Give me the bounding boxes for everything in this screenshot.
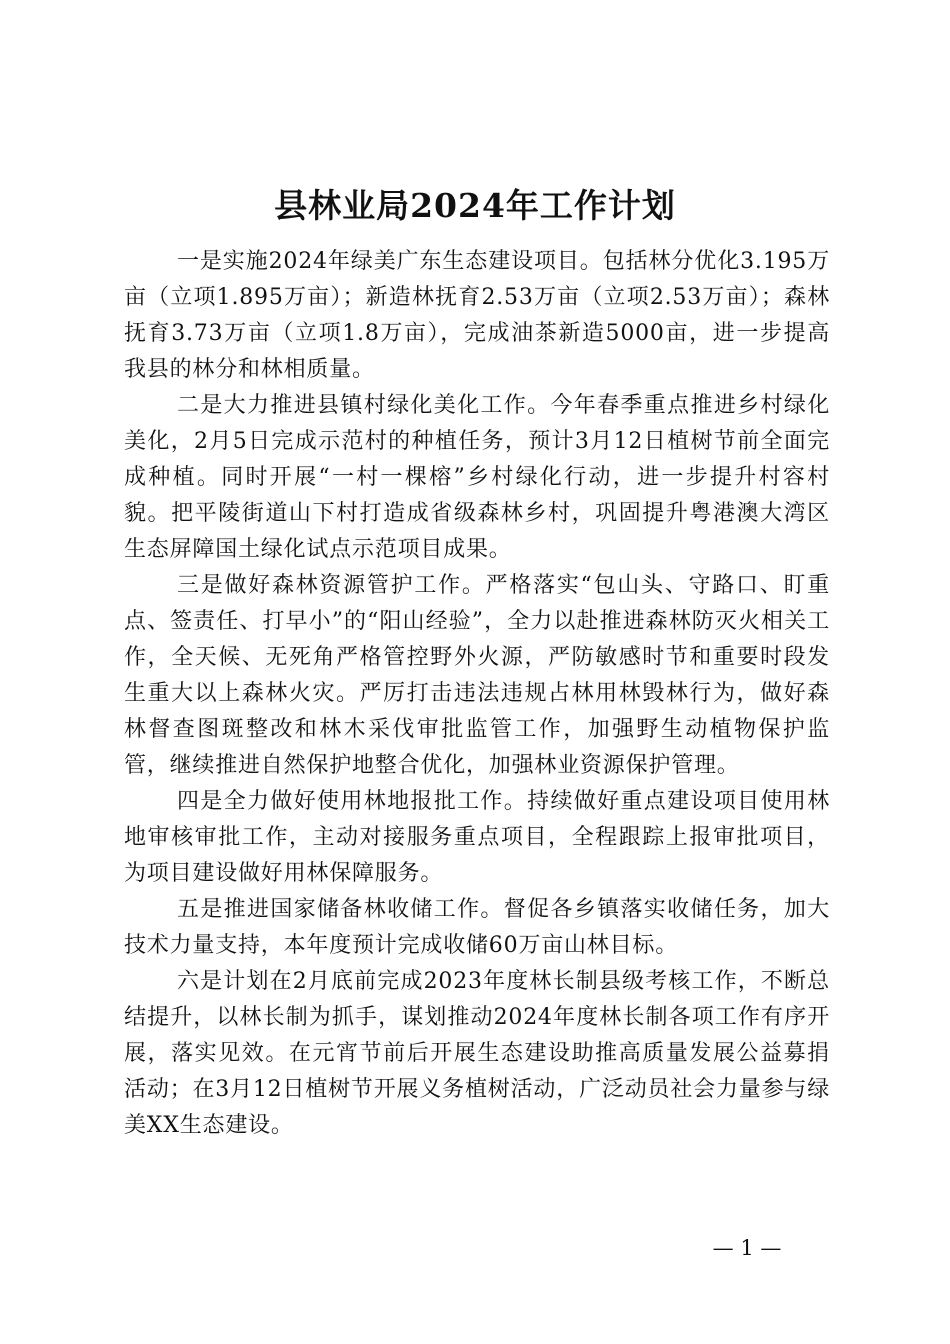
paragraph-2: 二是大力推进县镇村绿化美化工作。今年春季重点推进乡村绿化美化，2月5日完成示范村的种植任务，预计3月12日植树节前全面完成种植。同时开展“一村一棵榕”乡村绿化行动，进一步提升村容村貌。把平陵街道山下村打造成省级森林乡村，巩固提升粤港澳大湾区生态屏障国土绿化试点示范项目成果。	[124, 393, 830, 562]
paragraph-6: 六是计划在2月底前完成2023年度林长制县级考核工作，不断总结提升，以林长制为抓手，谋划推动2024年度林长制各项工作有序开展，落实见效。在元宵节前后开展生态建设助推高质量发展公益募捐活动；在3月12日植树节开展义务植树活动，广泛动员社会力量参与绿美XX生态建设。	[124, 969, 830, 1138]
page-number: — 1 —	[712, 1236, 782, 1260]
paragraph-4: 四是全力做好使用林地报批工作。持续做好重点建设项目使用林地审核审批工作，主动对接服务重点项目，全程跟踪上报审批项目，为项目建设做好用林保障服务。	[124, 789, 830, 886]
document-body	[124, 244, 830, 1144]
paragraph-5: 五是推进国家储备林收储工作。督促各乡镇落实收储任务，加大技术力量支持，本年度预计完成收储60万亩山林目标。	[124, 897, 830, 958]
document-title: 县林业局2024年工作计划	[274, 186, 676, 225]
paragraph-1: 一是实施2024年绿美广东生态建设项目。包括林分优化3.195万亩（立项1.895万亩）；新造林抚育2.53万亩（立项2.53万亩）；森林抚育3.73万亩（立项1.8万亩），完成油茶新造5000亩，进一步提高我县的林分和林相质量。	[124, 249, 830, 382]
paragraph-3: 三是做好森林资源管护工作。严格落实“包山头、守路口、盯重点、签责任、打早小”的“阳山经验”，全力以赴推进森林防灭火相关工作，全天候、无死角严格管控野外火源，严防敏感时节和重要时段发生重大以上森林火灾。严厉打击违法违规占林用林毁林行为，做好森林督查图斑整改和林木采伐审批监管工作，加强野生动植物保护监管，继续推进自然保护地整合优化，加强林业资源保护管理。	[124, 573, 830, 778]
